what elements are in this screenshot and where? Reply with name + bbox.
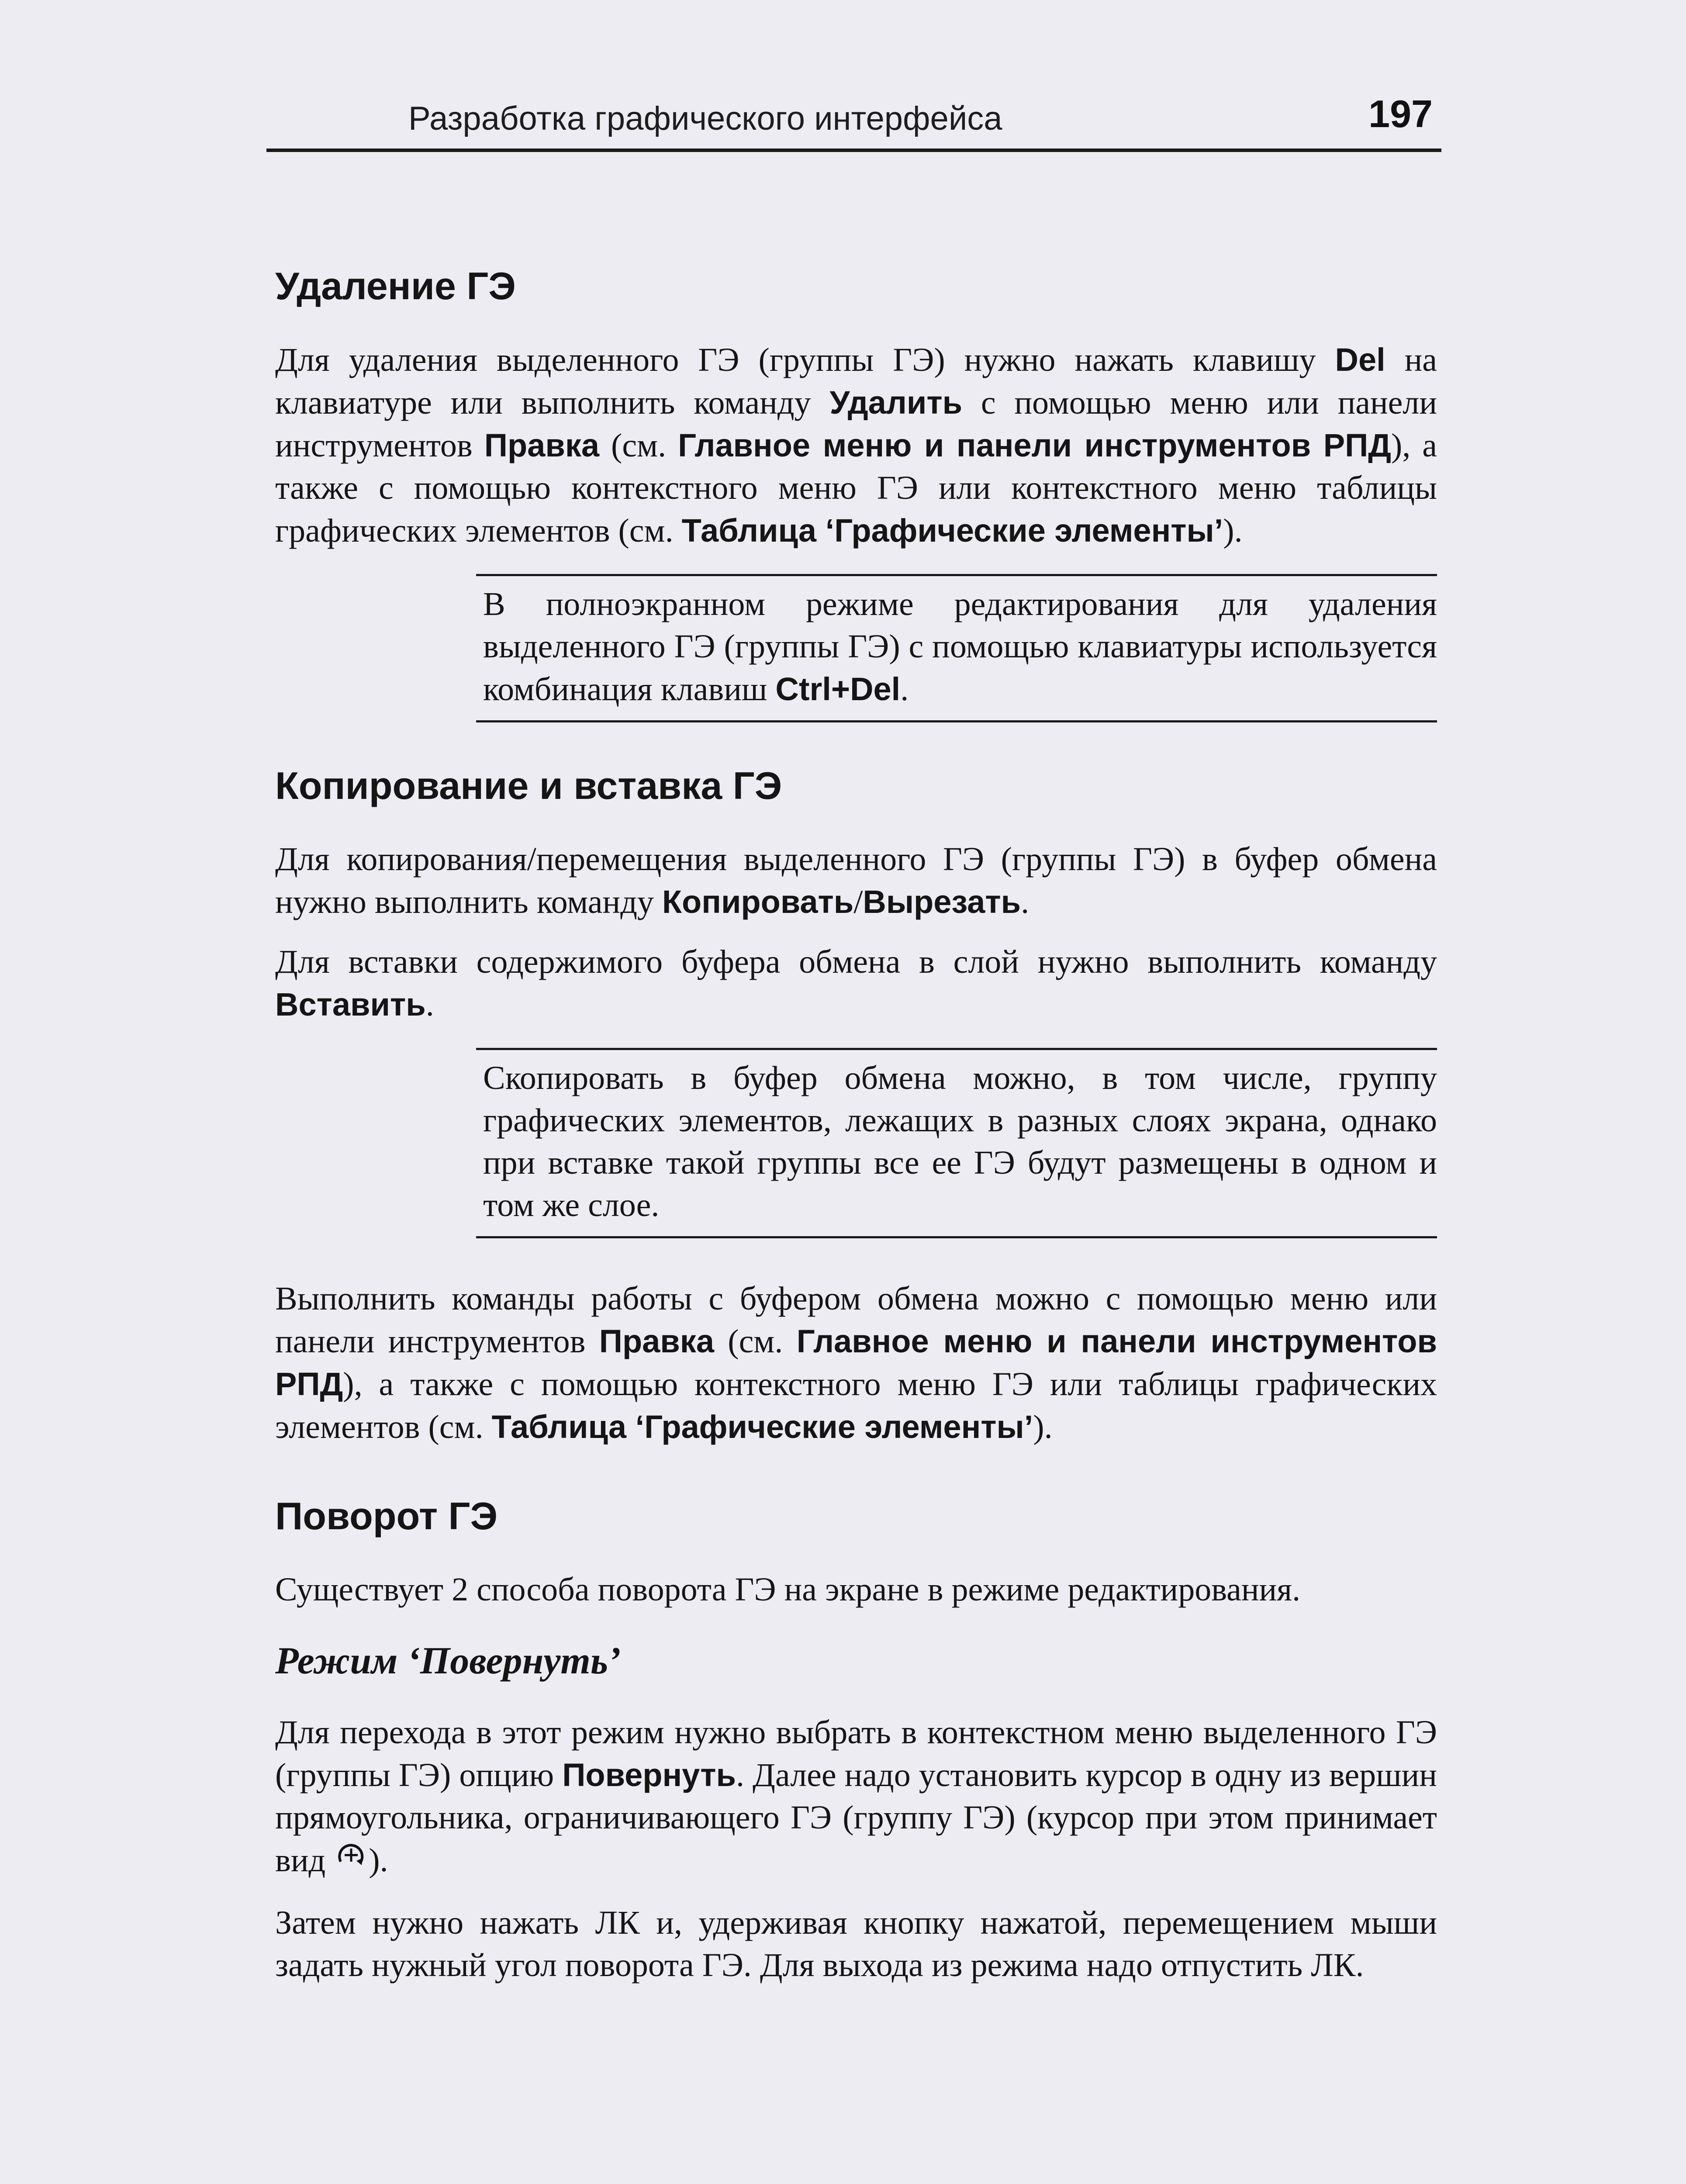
command-copy: Копировать [662, 884, 854, 920]
running-title: Разработка графического интерфейса [408, 100, 1002, 137]
paragraph-copy: Для копирования/перемещения выделенного ГЭ (группы ГЭ) в буфер обмена нужно выполнить команду Копировать/Вырезать. [275, 841, 1437, 920]
option-rotate: Повернуть [562, 1757, 736, 1793]
toolbar-edit-ref: Правка [599, 1323, 714, 1359]
section-heading-rotate: Поворот ГЭ [275, 1494, 498, 1538]
note-box-fullscreen-delete [476, 574, 1437, 722]
page-number: 197 [1368, 92, 1433, 135]
xref-graphic-elements-table: Таблица ‘Графические элементы’ [681, 512, 1223, 549]
paragraph-rotate-mode: Для перехода в этот режим нужно выбрать в контекстном меню выделенного ГЭ (группы ГЭ) опцию Повернуть. Далее надо установить курсор в одну из вершин прямоугольника, ограничивающего ГЭ (группу ГЭ) (курсор при этом принимает вид ). [275, 1711, 1437, 1884]
paragraph-delete: Для удаления выделенного ГЭ (группы ГЭ) нужно нажать клавишу Del на клавиатуре или выполнить команду Удалить с помощью меню или панели инструментов Правка (см. Главное меню и панели инструментов РПД), а также с помощью контекстного меню ГЭ или контекстного меню таблицы графических элементов (см. Таблица ‘Графические элементы’). [275, 342, 1437, 549]
paragraph-clipboard-commands: Выполнить команды работы с буфером обмена можно с помощью меню или панели инструментов Правка (см. Главное меню и панели инструментов РПД), а также с помощью контекстного меню ГЭ или таблицы графических элементов (см. Таблица ‘Графические элементы’). [275, 1280, 1437, 1445]
rotate-cursor-icon [334, 1839, 369, 1884]
xref-main-menu: Главное меню и панели инструментов РПД [275, 1323, 1437, 1402]
paragraph-rotate-drag: Затем нужно нажать ЛК и, удерживая кнопку нажатой, перемещением мыши задать нужный угол поворота ГЭ. Для выхода из режима надо отпустить ЛК. [275, 1904, 1437, 1984]
paragraph-rotate-intro: Существует 2 способа поворота ГЭ на экране в режиме редактирования. [275, 1571, 1301, 1608]
xref-main-menu: Главное меню и панели инструментов РПД [678, 427, 1391, 463]
command-cut: Вырезать [863, 884, 1021, 920]
paragraph-paste: Для вставки содержимого буфера обмена в слой нужно выполнить команду Вставить. [275, 943, 1437, 1023]
key-del: Del [1335, 342, 1385, 378]
page-content [275, 262, 1437, 2004]
note-text: Скопировать в буфер обмена можно, в том числе, группу графических элементов, лежащих в разных слоях экрана, однако при вставке такой группы все ее ГЭ будут размещены в одном и том же слое. [483, 1060, 1437, 1223]
subsection-heading-rotate-mode: Режим ‘Повернуть’ [275, 1640, 621, 1682]
key-combination: Ctrl+Del [775, 671, 901, 707]
section-heading-delete: Удаление ГЭ [275, 264, 516, 308]
note-text: В полноэкранном режиме редактирования для удаления выделенного ГЭ (группы ГЭ) с помощью клавиатуры используется комбинация клавиш Ctrl+Del. [483, 586, 1437, 708]
section-heading-copy-paste: Копирование и вставка ГЭ [275, 764, 782, 807]
note-box-copy-layers [476, 1048, 1437, 1238]
toolbar-edit-ref: Правка [484, 427, 600, 463]
page-header [266, 87, 1441, 152]
command-delete: Удалить [829, 384, 963, 421]
xref-graphic-elements-table: Таблица ‘Графические элементы’ [491, 1409, 1033, 1445]
command-paste: Вставить [275, 986, 426, 1023]
